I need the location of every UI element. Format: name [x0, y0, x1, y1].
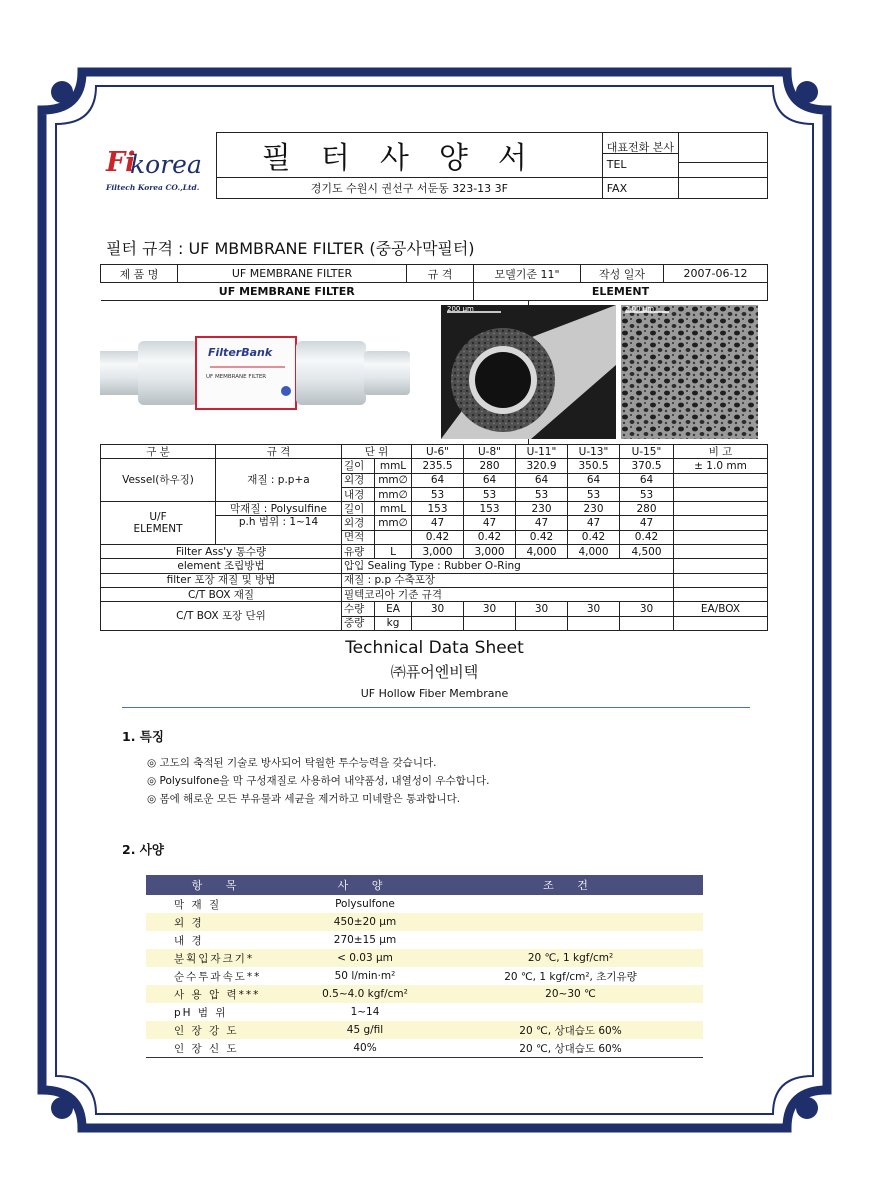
- table-cell: 4,000: [516, 545, 568, 559]
- table-cell: 수량: [342, 602, 375, 616]
- table-cell: 64: [464, 473, 516, 487]
- table-cell: 막 재 질: [174, 898, 222, 911]
- product-value: UF MEMBRANE FILTER: [178, 265, 407, 283]
- table-cell: 47: [516, 516, 568, 530]
- date-value: 2007-06-12: [664, 265, 768, 283]
- divider: [122, 707, 750, 708]
- col-spec: 규 격: [216, 445, 342, 459]
- box-row: [101, 587, 768, 601]
- document-title: 필터사양서: [217, 133, 603, 178]
- product-label: 제 품 명: [101, 265, 178, 283]
- table-cell: 길이: [342, 459, 375, 473]
- table-cell: 0.42: [464, 530, 516, 544]
- table-cell: 230: [516, 502, 568, 516]
- filter-right-cap: [364, 351, 410, 395]
- corner-dot-bl: [51, 1097, 73, 1119]
- table-cell: 47: [412, 516, 464, 530]
- table-cell: 30: [464, 602, 516, 616]
- element-label: element 조립방법: [101, 559, 342, 573]
- vessel-material: 재질 : p.p+a: [216, 459, 342, 502]
- col-u11: U-11": [516, 445, 568, 459]
- table-cell: 30: [568, 602, 620, 616]
- filter-photo: [100, 311, 420, 431]
- table-cell: 47: [620, 516, 674, 530]
- table-cell: 20 ℃, 1 kgf/cm², 초기유량: [504, 970, 637, 983]
- pack-value: 재질 : p.p 수축포장: [342, 573, 674, 587]
- tel-text: TEL: [606, 158, 627, 171]
- table-cell: [516, 616, 568, 630]
- filter-brand: FilterBank: [208, 346, 273, 359]
- spec-table: [100, 444, 768, 631]
- table-cell: 3,000: [464, 545, 516, 559]
- logo-prefix: Fi: [106, 146, 136, 178]
- table-cell: 53: [568, 487, 620, 501]
- tds-company: ㈜퓨어엔비텍: [390, 663, 479, 681]
- flow-label: Filter Ass'y 통수량: [101, 545, 342, 559]
- table-cell: [674, 516, 768, 530]
- table-cell: 64: [620, 473, 674, 487]
- table-cell: 47: [568, 516, 620, 530]
- table-cell: [375, 530, 412, 544]
- vessel-label: Vessel(하우징): [101, 459, 216, 502]
- uf-label: U/F ELEMENT: [101, 502, 216, 545]
- table-cell: 450±20 μm: [292, 913, 438, 931]
- table-cell: 20~30 ℃: [438, 985, 703, 1003]
- table-cell: 중량: [342, 616, 375, 630]
- properties-table: [146, 875, 703, 1058]
- sem-image-cross-section: [441, 305, 616, 439]
- table-cell: 20 ℃, 상대습도 60%: [438, 1021, 703, 1039]
- table-cell: 30: [516, 602, 568, 616]
- section2-title: 2. 사양: [122, 842, 164, 857]
- sem-image-surface: [621, 305, 758, 439]
- sem2-scale: 2.00 μm: [625, 305, 655, 313]
- col-u8: U-8": [464, 445, 516, 459]
- table-cell: pH 범 위: [174, 1006, 228, 1019]
- table-cell: 153: [464, 502, 516, 516]
- feature-item: ◎ 고도의 축적된 기술로 방사되어 탁월한 투수능력을 갖습니다.: [147, 757, 437, 769]
- table-cell: 270±15 μm: [333, 934, 397, 946]
- uf-ph: p.h 범위 : 1~14: [216, 516, 342, 545]
- date-label: 작성 일자: [581, 265, 664, 283]
- box-label: C/T BOX 재질: [101, 587, 342, 601]
- table-row: [146, 1003, 703, 1021]
- fiber-lumen: [475, 352, 531, 408]
- table-cell: [438, 931, 703, 949]
- col-u13: U-13": [568, 445, 620, 459]
- table-cell: 인 장 신 도: [146, 1039, 292, 1058]
- table-cell: [674, 573, 768, 587]
- filter-left-cap: [100, 351, 140, 395]
- table-cell: 0.5~4.0 kgf/cm²: [292, 985, 438, 1003]
- table-row: [146, 949, 703, 967]
- table-cell: 1~14: [350, 1006, 380, 1018]
- tel-value: [679, 133, 768, 178]
- props-header-cond: 조 건: [438, 875, 703, 895]
- table-cell: mmL: [375, 502, 412, 516]
- table-cell: 외경: [342, 473, 375, 487]
- table-cell: 53: [464, 487, 516, 501]
- phone-header: 대표전화 본사: [603, 139, 678, 154]
- table-cell: 64: [516, 473, 568, 487]
- table-cell: [568, 616, 620, 630]
- qty-row: [101, 602, 768, 616]
- table-cell: [674, 587, 768, 601]
- table-cell: 분획입자크기*: [146, 949, 292, 967]
- col-unit: 단 위: [342, 445, 412, 459]
- table-cell: 50 l/min·m²: [334, 970, 396, 982]
- filter-caption: UF MEMBRANE FILTER: [101, 283, 474, 301]
- table-cell: 30: [412, 602, 464, 616]
- col-category: 구 분: [101, 445, 216, 459]
- unit-label: C/T BOX 포장 단위: [101, 602, 342, 631]
- sem1-scale: 200 μm: [447, 305, 474, 313]
- table-cell: [620, 616, 674, 630]
- tel-label: [602, 133, 678, 178]
- table-cell: [674, 473, 768, 487]
- table-cell: 20 ℃, 상대습도 60%: [438, 1039, 703, 1058]
- filter-label-text: UF MEMBRANE FILTER: [206, 374, 267, 380]
- table-cell: [438, 895, 703, 913]
- element-row: [101, 559, 768, 573]
- filter-badge-icon: [281, 386, 291, 396]
- table-cell: [674, 530, 768, 544]
- logo-cell: [100, 133, 217, 199]
- table-cell: [674, 616, 768, 630]
- table-cell: 230: [568, 502, 620, 516]
- corner-dot-br: [796, 1097, 818, 1119]
- spec-header-row: [101, 445, 768, 459]
- table-cell: 64: [412, 473, 464, 487]
- table-cell: 370.5: [620, 459, 674, 473]
- table-cell: 유량: [342, 545, 375, 559]
- table-cell: mmL: [375, 459, 412, 473]
- spec-title: 필터 규격 : UF MBMBRANE FILTER (중공사막필터): [106, 239, 475, 258]
- table-cell: 280: [620, 502, 674, 516]
- table-cell: 53: [620, 487, 674, 501]
- size-value: 모델기준 11": [474, 265, 581, 283]
- table-cell: 40%: [292, 1039, 438, 1058]
- table-cell: 45 g/fil: [292, 1021, 438, 1039]
- table-cell: 280: [464, 459, 516, 473]
- uf-row-length: [101, 502, 768, 516]
- table-row: [146, 1021, 703, 1039]
- table-cell: kg: [375, 616, 412, 630]
- element-value: 압입 Sealing Type : Rubber O-Ring: [342, 559, 674, 573]
- fax-value: [679, 178, 768, 199]
- table-cell: [674, 502, 768, 516]
- table-cell: 외 경: [146, 913, 292, 931]
- table-row: [146, 1039, 703, 1058]
- table-cell: 사 용 압 력***: [146, 985, 292, 1003]
- table-cell: 64: [568, 473, 620, 487]
- table-cell: 0.42: [516, 530, 568, 544]
- table-cell: 내경: [342, 487, 375, 501]
- table-cell: Polysulfone: [335, 898, 395, 910]
- logo-main: korea: [130, 149, 202, 179]
- corner-dot-tr: [796, 81, 818, 103]
- document-header: [100, 132, 768, 198]
- table-cell: EA: [375, 602, 412, 616]
- table-cell: 30: [620, 602, 674, 616]
- table-cell: mm∅: [375, 473, 412, 487]
- table-cell: 0.42: [620, 530, 674, 544]
- vessel-row-length: [101, 459, 768, 473]
- company-address: 경기도 수원시 권선구 서둔동 323-13 3F: [217, 178, 603, 199]
- table-cell: 인 장 강 도: [146, 1021, 292, 1039]
- feature-item: ◎ 몸에 해로운 모든 부유물과 세균을 제거하고 미네랄은 통과합니다.: [147, 793, 461, 805]
- logo-subtitle: Filtech Korea CO.,Ltd.: [106, 182, 200, 192]
- table-row: [146, 985, 703, 1003]
- filter-left-nut: [138, 341, 198, 405]
- filter-right-nut: [296, 341, 366, 405]
- table-cell: 3,000: [412, 545, 464, 559]
- table-cell: [674, 559, 768, 573]
- product-images: [100, 301, 768, 445]
- table-cell: 0.42: [412, 530, 464, 544]
- product-info-table: [100, 264, 768, 301]
- table-cell: ± 1.0 mm: [674, 459, 768, 473]
- props-header-item: 항 목: [146, 875, 292, 895]
- feature-item: ◎ Polysulfone을 막 구성재질로 사용하여 내약품성, 내열성이 우수합니다.: [147, 775, 490, 787]
- corner-dot-tl: [51, 81, 73, 103]
- table-cell: mm∅: [375, 487, 412, 501]
- table-cell: mm∅: [375, 516, 412, 530]
- table-cell: 47: [464, 516, 516, 530]
- table-cell: EA/BOX: [674, 602, 768, 616]
- table-cell: 내 경: [174, 934, 204, 947]
- table-cell: [674, 545, 768, 559]
- table-cell: 4,000: [568, 545, 620, 559]
- table-cell: 20 ℃, 1 kgf/cm²: [438, 949, 703, 967]
- pack-row: [101, 573, 768, 587]
- flow-row: [101, 545, 768, 559]
- tds-title: Technical Data Sheet: [345, 638, 524, 658]
- table-cell: 153: [412, 502, 464, 516]
- props-header-spec: 사 양: [292, 875, 438, 895]
- table-cell: [438, 1003, 703, 1021]
- table-row: [146, 913, 703, 931]
- size-label: 규 격: [407, 265, 474, 283]
- tds-subtitle: UF Hollow Fiber Membrane: [360, 687, 509, 700]
- table-row: [146, 931, 703, 949]
- table-cell: [464, 616, 516, 630]
- box-value: 필텍코리아 기준 규격: [342, 587, 674, 601]
- table-cell: 0.42: [568, 530, 620, 544]
- table-cell: 4,500: [620, 545, 674, 559]
- col-note: 비 고: [674, 445, 768, 459]
- table-cell: 길이: [342, 502, 375, 516]
- element-caption: ELEMENT: [474, 283, 768, 301]
- col-u6: U-6": [412, 445, 464, 459]
- table-cell: 53: [516, 487, 568, 501]
- col-u15: U-15": [620, 445, 674, 459]
- table-cell: [438, 913, 703, 931]
- table-cell: 350.5: [568, 459, 620, 473]
- table-cell: 320.9: [516, 459, 568, 473]
- fax-label: FAX: [602, 178, 678, 199]
- table-cell: L: [375, 545, 412, 559]
- table-cell: [412, 616, 464, 630]
- table-cell: < 0.03 μm: [292, 949, 438, 967]
- table-row: [146, 967, 703, 985]
- table-cell: 순수투과속도**: [174, 970, 262, 983]
- table-cell: 면적: [342, 530, 375, 544]
- company-logo: [104, 133, 212, 199]
- table-cell: 외경: [342, 516, 375, 530]
- table-cell: [674, 487, 768, 501]
- table-cell: 53: [412, 487, 464, 501]
- table-cell: 235.5: [412, 459, 464, 473]
- table-row: [146, 895, 703, 913]
- section1-title: 1. 특징: [122, 729, 164, 744]
- uf-material: 막재질 : Polysulfine: [216, 502, 342, 516]
- pack-label: filter 포장 재질 및 방법: [101, 573, 342, 587]
